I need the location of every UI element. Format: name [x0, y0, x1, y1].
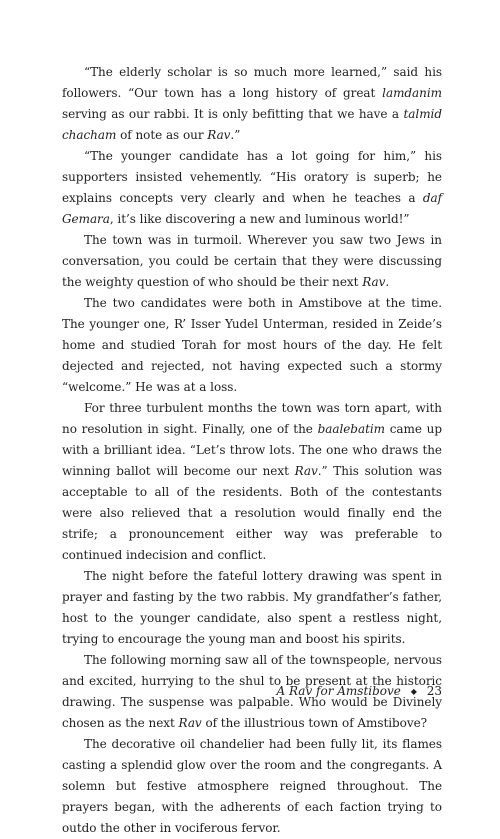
- diamond-separator-icon: ◆: [410, 687, 417, 696]
- italic-term: Rav: [362, 275, 386, 289]
- text-run: The following morning saw all of the townspeople, nervous and excited, hurrying to the shul to be present at the historic drawing. The suspense was palpable. Who would be Divinely chosen as the next: [62, 653, 442, 730]
- running-footer: [277, 683, 443, 700]
- text-run: The decorative oil chandelier had been fully lit, its flames casting a splendid glow over the room and the congregants. A solemn but festive atmosphere reigned throughout. The prayers began, with the adherents of each faction trying to outdo the other in vociferous fervor.: [62, 737, 442, 835]
- italic-term: Rav: [294, 464, 318, 478]
- text-run: of the illustrious town of Amstibove?: [201, 716, 428, 730]
- text-run: The night before the fateful lottery drawing was spent in prayer and fasting by the two rabbis. My grandfather’s father, host to the younger candidate, also spent a restless night, trying to encourage the young man and boost his spirits.: [62, 569, 442, 646]
- book-page: [62, 62, 442, 839]
- page-number: 23: [426, 684, 442, 698]
- body-paragraph: [62, 146, 442, 230]
- text-run: serving as our rabbi. It is only befitting that we have a: [62, 107, 404, 121]
- italic-term: Rav: [207, 128, 231, 142]
- body-paragraph: [62, 293, 442, 398]
- text-run: The town was in turmoil. Wherever you saw two Jews in conversation, you could be certain that they were discussing the weighty question of who should be their next: [62, 233, 442, 289]
- text-run: The two candidates were both in Amstibove at the time. The younger one, R’ Isser Yudel Unterman, resided in Zeide’s home and studied Torah for most hours of the day. He felt dejected and rejected, not having expected such a stormy “welcome.” He was at a loss.: [62, 296, 442, 394]
- text-run: , it’s like discovering a new and luminous world!”: [109, 212, 410, 226]
- text-run: .: [385, 275, 390, 289]
- text-run: For three turbulent months the town was torn apart, with no resolution in sight. Finally, one of the: [62, 401, 442, 436]
- italic-term: Rav: [178, 716, 202, 730]
- body-paragraph: [62, 398, 442, 566]
- text-run: .”: [230, 128, 241, 142]
- footer-book-title: A Rav for Amstibove: [276, 684, 401, 698]
- text-run: “The younger candidate has a lot going for him,” his supporters insisted vehemently. “His oratory is superb; he explains concepts very clearly and when he teaches a: [62, 149, 442, 205]
- body-paragraph: [62, 230, 442, 293]
- text-run: came up with a brilliant idea. “Let’s throw lots. The one who draws the winning ballot will become our next: [62, 422, 442, 478]
- text-run: “The elderly scholar is so much more learned,” said his followers. “Our town has a long history of great: [62, 65, 442, 100]
- text-body: [62, 62, 442, 839]
- italic-term: lamdanim: [382, 86, 442, 100]
- text-run: of note as our: [116, 128, 208, 142]
- body-paragraph: [62, 62, 442, 146]
- italic-term: daf Gemara: [62, 191, 442, 226]
- body-paragraph: [62, 566, 442, 650]
- text-run: .” This solution was acceptable to all of the residents. Both of the contestants were also relieved that a resolution would finally end the strife; a pronouncement either way was preferable to continued indecision and conflict.: [62, 464, 442, 562]
- italic-term: talmid chacham: [62, 107, 442, 142]
- italic-term: baalebatim: [317, 422, 385, 436]
